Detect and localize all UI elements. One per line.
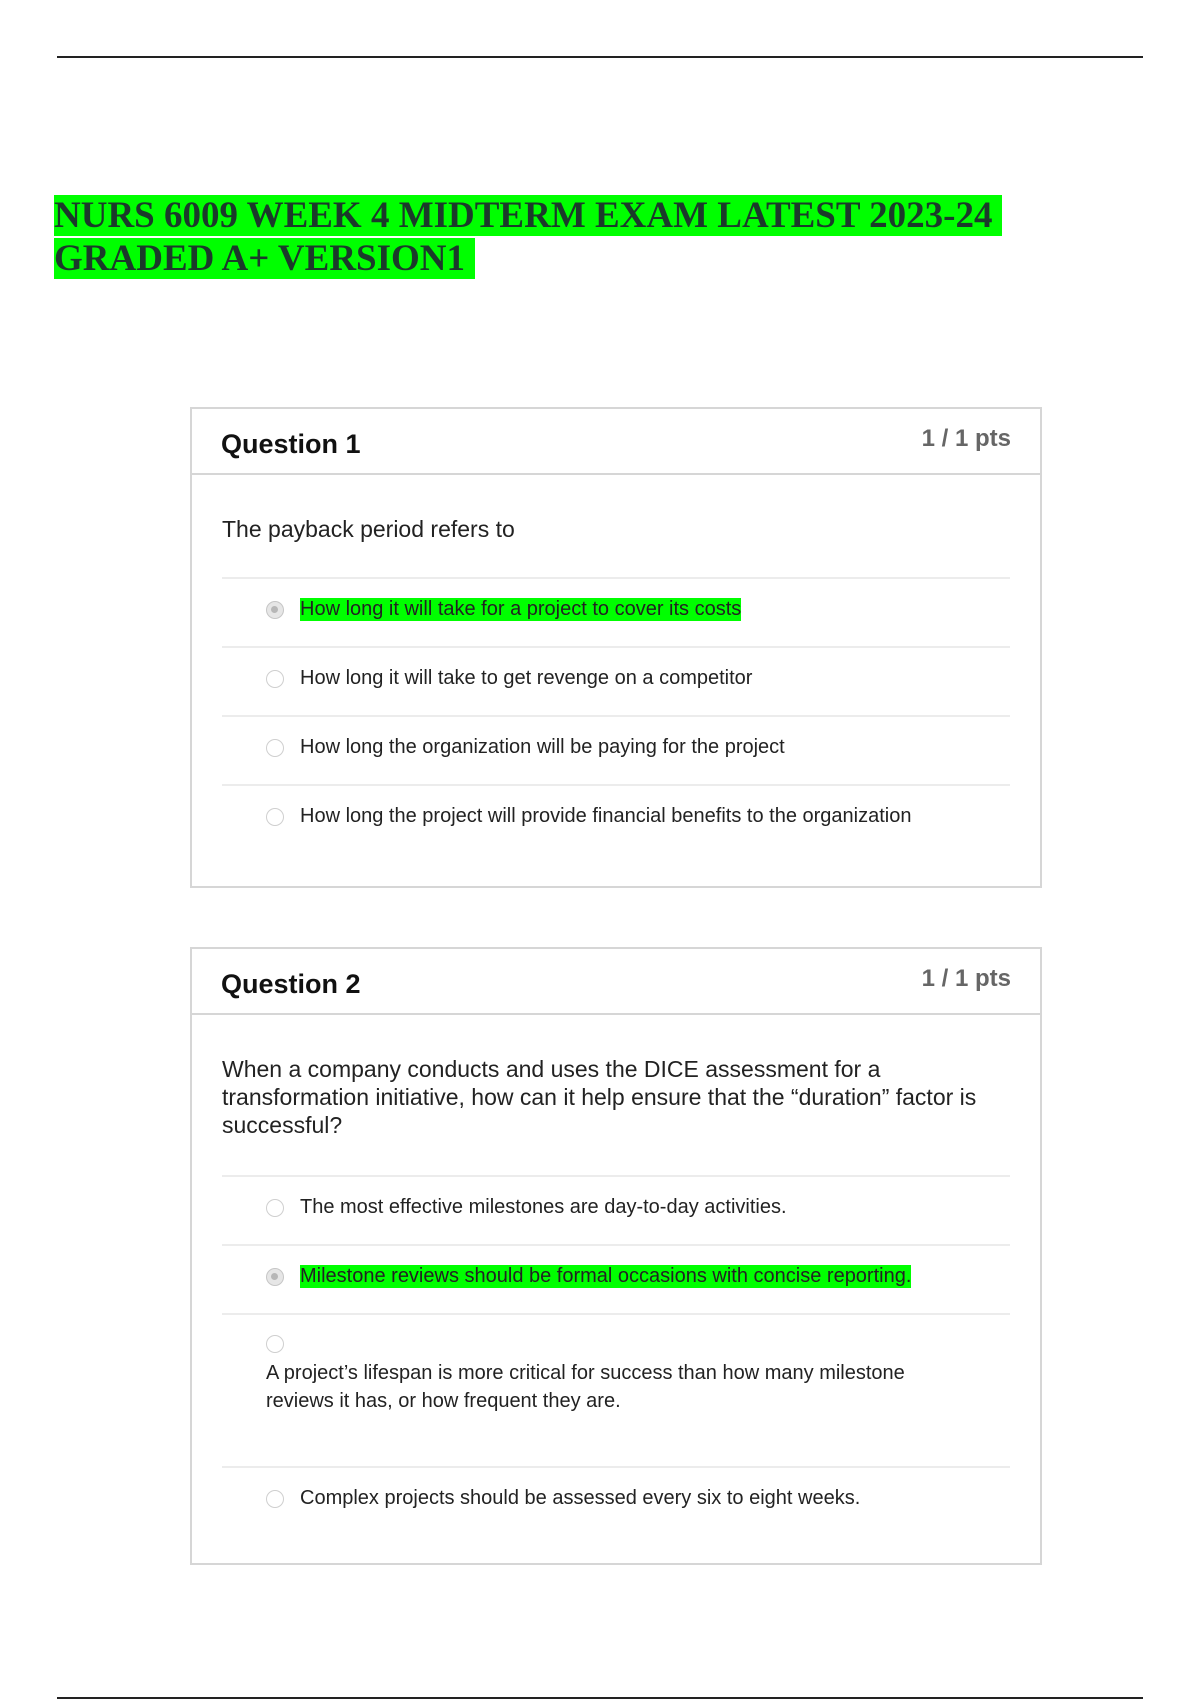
answer-option-1[interactable] — [222, 1175, 1010, 1244]
question-header — [192, 949, 1040, 1015]
title-line-1: NURS 6009 WEEK 4 MIDTERM EXAM LATEST 2023-24 — [54, 195, 1002, 236]
answer-label: Complex projects should be assessed every six to eight weeks. — [300, 1487, 861, 1509]
question-text: The payback period refers to — [222, 516, 515, 542]
radio-icon[interactable] — [266, 808, 284, 826]
answer-option-2[interactable] — [222, 1244, 1010, 1313]
answer-option-4[interactable] — [222, 1466, 1010, 1535]
question-points: 1 / 1 pts — [921, 425, 1011, 452]
question-header — [192, 409, 1040, 475]
radio-selected-icon[interactable] — [266, 1268, 284, 1286]
answer-option-4[interactable] — [222, 784, 1010, 853]
top-rule — [57, 56, 1143, 58]
answer-list — [222, 577, 1010, 853]
bottom-rule — [57, 1697, 1143, 1699]
question-title: Question 1 — [221, 429, 361, 459]
question-title: Question 2 — [221, 969, 361, 999]
answer-label: Milestone reviews should be formal occasions with concise reporting. — [300, 1265, 912, 1287]
answer-option-3[interactable] — [222, 1313, 1010, 1466]
title-line-2: GRADED A+ VERSION1 — [54, 238, 475, 279]
radio-icon[interactable] — [266, 739, 284, 757]
radio-icon[interactable] — [266, 1199, 284, 1217]
radio-icon[interactable] — [266, 1490, 284, 1508]
answer-list — [222, 1175, 1010, 1535]
answer-option-2[interactable] — [222, 646, 1010, 715]
answer-label: How long it will take to get revenge on a competitor — [300, 667, 753, 689]
answer-label: A project’s lifespan is more critical for success than how many milestone reviews it has, or how frequent they are. — [266, 1362, 905, 1412]
answer-option-1[interactable] — [222, 577, 1010, 646]
answer-label: How long the organization will be paying for the project — [300, 736, 785, 758]
radio-selected-icon[interactable] — [266, 601, 284, 619]
radio-icon[interactable] — [266, 1335, 284, 1353]
document-title — [54, 194, 1054, 280]
question-text: When a company conducts and uses the DICE assessment for a transformation initiative, how can it help ensure that the “duration” factor is successful? — [222, 1056, 977, 1138]
answer-label: The most effective milestones are day-to-day activities. — [300, 1196, 787, 1218]
radio-icon[interactable] — [266, 670, 284, 688]
question-points: 1 / 1 pts — [921, 965, 1011, 992]
question-card-2 — [190, 947, 1042, 1565]
answer-option-3[interactable] — [222, 715, 1010, 784]
question-card-1 — [190, 407, 1042, 888]
answer-label: How long it will take for a project to cover its costs — [300, 598, 742, 620]
answer-label: How long the project will provide financial benefits to the organization — [300, 805, 912, 827]
